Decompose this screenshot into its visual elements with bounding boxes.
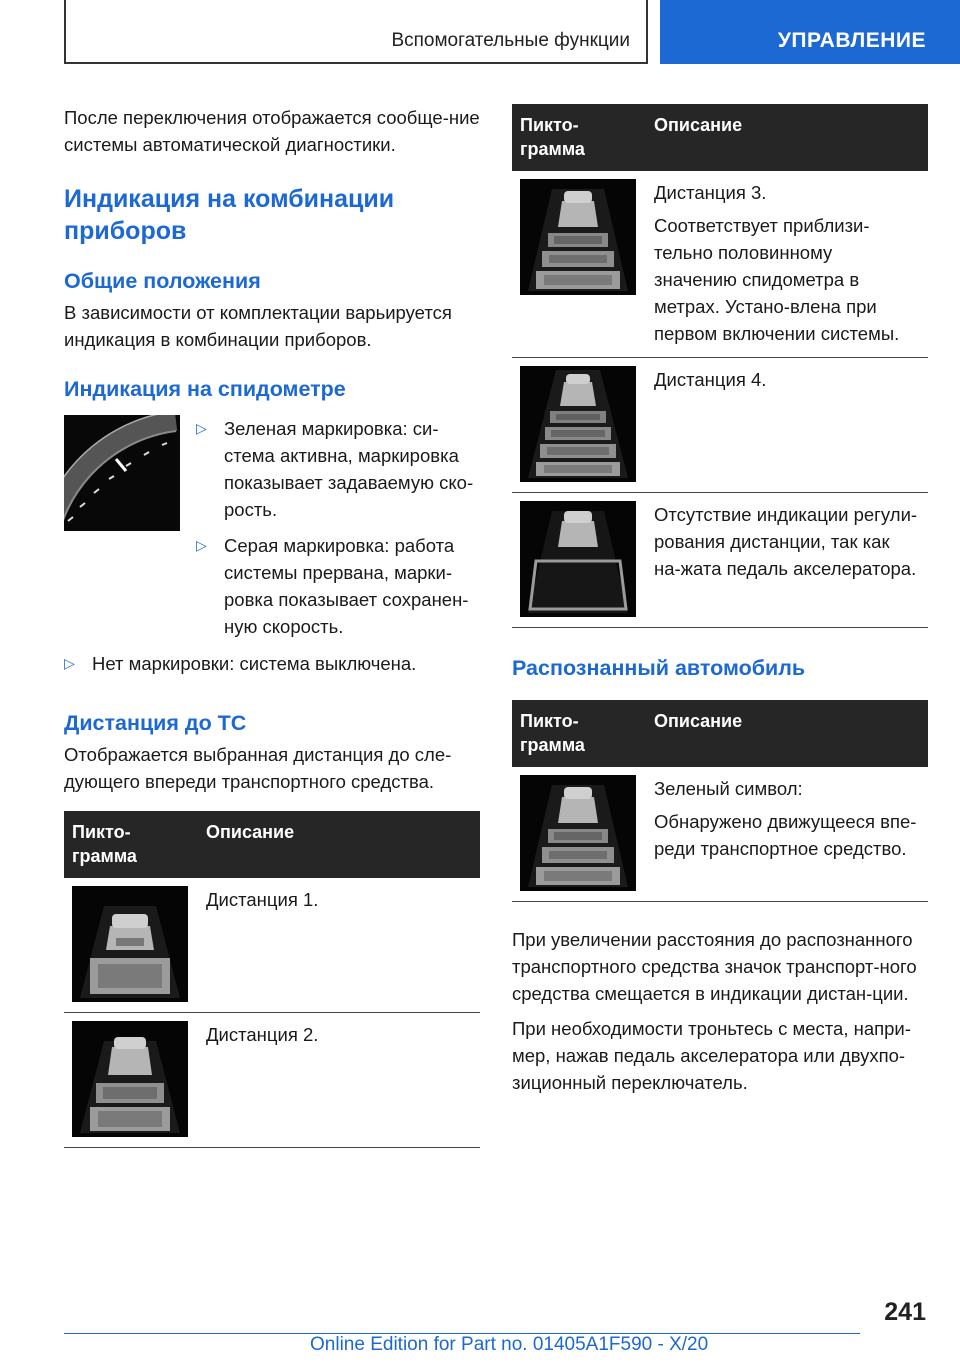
- distance-table-1: [64, 811, 480, 1148]
- no-distance-control-icon: [520, 501, 636, 617]
- triangle-bullet-icon: ▷: [64, 655, 75, 671]
- speedometer-icon: [64, 415, 180, 531]
- distance-1-icon: [72, 886, 188, 1002]
- desc-title: Дистанция 3.: [654, 182, 767, 203]
- desc-text: Соответствует приблизи-тельно половинному значению спидометра в метрах. Устано-влена при первом включении системы.: [654, 215, 900, 344]
- desc-title: Зеленый символ:: [654, 778, 803, 799]
- desc-distance-3: [646, 171, 928, 358]
- col-pictogram: Пикто-грамма: [64, 811, 198, 878]
- table-row: [64, 1013, 480, 1148]
- edition-text: Online Edition for Part no. 01405A1F590 - X/20: [310, 1334, 709, 1355]
- chapter-title: УПРАВЛЕНИЕ: [777, 29, 926, 52]
- bullet-green-marking: [196, 415, 480, 523]
- speedometer-block: [64, 415, 480, 640]
- distance-3-icon: [520, 179, 636, 295]
- distance-table-2: [512, 104, 928, 628]
- page-number: 241: [884, 1298, 926, 1326]
- paragraph-distance-shift: При увеличении расстояния до распознанного транспортного средства значок транспорт-ного средства смещается в индикации дистан-ции.: [512, 929, 917, 1004]
- heading-general: Общие положения: [64, 269, 261, 293]
- bullet-text: Зеленая маркировка: си-стема активна, маркировка показывает задаваемую ско-рость.: [224, 418, 474, 520]
- heading-recognized-vehicle: Распознанный автомобиль: [512, 656, 806, 680]
- bullet-text: Нет маркировки: система выключена.: [92, 653, 417, 674]
- distance-2-icon: [72, 1021, 188, 1137]
- heading-speedometer: Индикация на спидометре: [64, 377, 346, 401]
- speedometer-bullets: [196, 415, 480, 640]
- desc-no-control: Отсутствие индикации регули-рования дистанции, так как на-жата педаль акселератора.: [646, 493, 928, 628]
- table-row: [512, 493, 928, 628]
- triangle-bullet-icon: ▷: [196, 537, 207, 553]
- desc-distance-2: Дистанция 2.: [198, 1013, 480, 1148]
- intro-text: После переключения отображается сообще-ние системы автоматической диагностики.: [64, 107, 480, 155]
- table-row: [64, 878, 480, 1013]
- table-header: [64, 811, 480, 878]
- header-section-box: [64, 0, 648, 64]
- col-pictogram: Пикто-грамма: [512, 700, 646, 767]
- table-row: [512, 767, 928, 902]
- col-description: Описание: [646, 104, 928, 171]
- right-column: [512, 104, 928, 1096]
- heading-distance: Дистанция до ТС: [64, 711, 247, 735]
- table-row: [512, 171, 928, 358]
- distance-4-icon: [520, 366, 636, 482]
- col-description: Описание: [646, 700, 928, 767]
- heading-indication: Индикация на комбинации приборов: [64, 185, 395, 245]
- bullet-gray-marking: [196, 532, 480, 640]
- col-description: Описание: [198, 811, 480, 878]
- triangle-bullet-icon: ▷: [196, 420, 207, 436]
- general-text: В зависимости от комплектации варьируется индикация в комбинации приборов.: [64, 302, 452, 350]
- desc-recognized: [646, 767, 928, 902]
- distance-text: Отображается выбранная дистанция до сле-дующего впереди транспортного средства.: [64, 744, 452, 792]
- chapter-tab: [660, 0, 960, 64]
- recognized-vehicle-icon: [520, 775, 636, 891]
- bullet-text: Серая маркировка: работа системы прервана, марки-ровка показывает сохранен-ную скорость.: [224, 535, 469, 637]
- bullet-no-marking: [64, 650, 480, 677]
- left-column: [64, 104, 480, 1148]
- paragraph-start-moving: При необходимости троньтесь с места, напри-мер, нажав педаль акселератора или двухпо-зиционный переключатель.: [512, 1018, 911, 1093]
- section-title: Вспомогательные функции: [391, 30, 630, 51]
- table-header: [512, 104, 928, 171]
- desc-distance-4: Дистанция 4.: [646, 358, 928, 493]
- table-row: [512, 358, 928, 493]
- desc-distance-1: Дистанция 1.: [198, 878, 480, 1013]
- recognized-table: [512, 700, 928, 902]
- col-pictogram: Пикто-грамма: [512, 104, 646, 171]
- desc-text: Обнаружено движущееся впе-реди транспортное средство.: [654, 811, 917, 859]
- table-header: [512, 700, 928, 767]
